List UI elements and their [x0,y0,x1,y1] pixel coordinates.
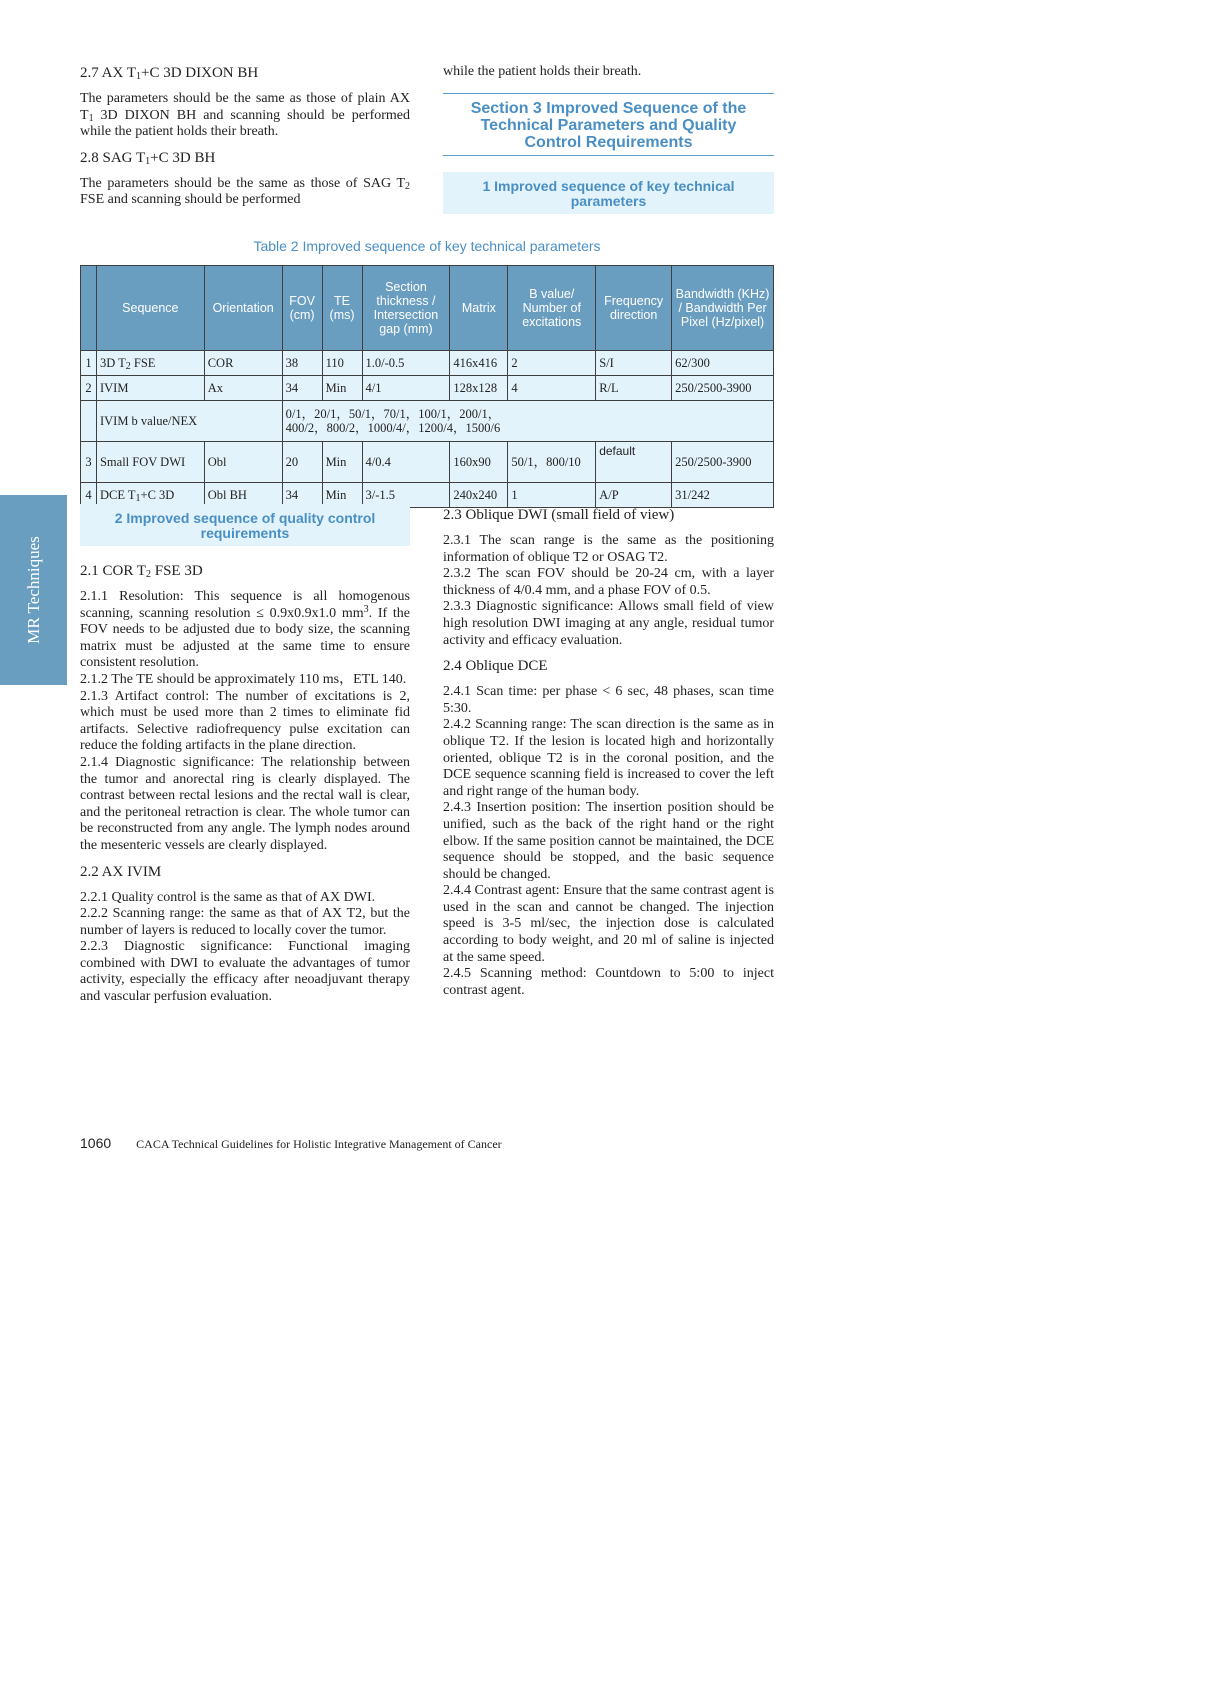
paragraph-2-3-3: 2.3.3 Diagnostic significance: Allows small field of view high resolution DWI imaging at any angle, residual tumor activity and efficacy evaluation. [443,599,774,648]
left-column-top [80,64,410,209]
row-number: 4 [81,483,97,508]
paragraph-2-1-3: 2.1.3 Artifact control: The number of excitations is 2, which must be used more than 2 times to eliminate fid artifacts. Selective radiofrequency pulse excitation can reduce the folding artifacts in the plane direction. [80,688,410,754]
subsection-heading-2: 2 Improved sequence of quality control requirements [80,504,410,546]
paragraph-2-4-4: 2.4.4 Contrast agent: Ensure that the same contrast agent is used in the scan and cannot be changed. The injection speed is 3-5 ml/sec, the injection dose is calculated according to body weight, and 20 ml of saline is injected at the same speed. [443,883,774,965]
table-row-ivim-b-values [81,401,774,442]
header-orientation: Orientation [204,266,282,351]
header-fov: FOV (cm) [282,266,322,351]
cell-frequency: S/I [596,351,672,376]
row-number: 1 [81,351,97,376]
cell-b-value: 2 [508,351,596,376]
header-section-thickness: Section thickness / Intersection gap (mm) [362,266,450,351]
cell-sequence: 3D $T_2$ FSE [96,351,204,376]
cell-matrix: 160x90 [450,442,508,483]
cell-sequence: DCE $T_1+C$ 3D [96,483,204,508]
right-column-top [443,64,774,214]
cell-ivim-label: IVIM b value/NEX [96,401,282,442]
paragraph-2-3-1: 2.3.1 The scan range is the same as the positioning information of oblique T2 or OSAG T2. [443,533,774,565]
heading-2-1: 2.1 COR $T_2$ FSE 3D [80,563,203,580]
paragraph-2-1-1: 2.1.1 Resolution: This sequence is all homogenous scanning, scanning resolution ≤ 0.9x0.9x1.0 $mm^3$. If the FOV needs to be adjusted due to body size, the scanning matrix must be adjusted at the same time to ensure consistent resolution. [80,589,410,671]
cell-matrix: 240x240 [450,483,508,508]
cell-matrix: 416x416 [450,351,508,376]
paragraph-2-8: The parameters should be the same as those of SAG $T_2$ FSE and scanning should be performed [80,175,410,208]
table-caption: Table 2 Improved sequence of key technical parameters [253,238,601,254]
cell-frequency: R/L [596,376,672,401]
paragraph-2-1-4: 2.1.4 Diagnostic significance: The relationship between the tumor and anorectal ring is clearly displayed. The contrast between rectal lesions and the rectal wall is clear, and the peritoneal retraction is clear. The whole tumor can be reconstructed from any angle. The lymph nodes around the mesenteric vessels are clearly displayed. [80,754,410,853]
cell-te: Min [322,483,362,508]
cell-bandwidth: 31/242 [672,483,774,508]
cell-frequency: A/P [596,483,672,508]
paragraph-2-4-1: 2.4.1 Scan time: per phase < 6 sec, 48 phases, scan time 5:30. [443,684,774,716]
cell-orientation: Obl [204,442,282,483]
heading-2-7: 2.7 AX $T_1+C$ 3D DIXON BH [80,65,259,82]
heading-2-8: 2.8 SAG $T_1+C$ 3D BH [80,149,216,167]
cell-bandwidth: 250/2500-3900 [672,376,774,401]
header-index [81,266,97,351]
cell-fov: 38 [282,351,322,376]
header-sequence: Sequence [96,266,204,351]
paragraph-2-7: The parameters should be the same as those of plain AX $T_1$ 3D DIXON BH and scanning should be performed while the patient holds their breath. [80,91,410,140]
cell-matrix: 128x128 [450,376,508,401]
journal-title: CACA Technical Guidelines for Holistic Integrative Management of Cancer [136,1137,502,1151]
cell-bandwidth: 250/2500-3900 [672,442,774,483]
paragraph-2-4-5: 2.4.5 Scanning method: Countdown to 5:00 to inject contrast agent. [443,966,774,998]
page-footer [80,1135,502,1152]
cell-te: Min [322,442,362,483]
cell-te: Min [322,376,362,401]
right-column-bottom [443,506,774,999]
table-header-row [81,266,774,351]
cell-fov: 34 [282,483,322,508]
cell-thickness: 3/-1.5 [362,483,450,508]
row-number: 3 [81,442,97,483]
cell-fov: 20 [282,442,322,483]
table-row [81,376,774,401]
cell-orientation: Obl BH [204,483,282,508]
header-b-value: B value/ Number of excitations [508,266,596,351]
cell-te: 110 [322,351,362,376]
left-column-bottom [80,504,410,1006]
paragraph-2-3-2: 2.3.2 The scan FOV should be 20-24 cm, with a layer thickness of 4/0.4 mm, and a phase FOV of 0.5. [443,566,774,598]
parameters-table [80,265,774,508]
subsection-heading-1: 1 Improved sequence of key technical parameters [443,172,774,214]
cell-thickness: 1.0/-0.5 [362,351,450,376]
continuation-text: while the patient holds their breath. [443,64,642,79]
paragraph-2-1-2: 2.1.2 The TE should be approximately 110 ms，ETL 140. [80,671,407,687]
cell-b-value: 50/1，800/10 [508,442,596,483]
cell-bandwidth: 62/300 [672,351,774,376]
cell-orientation: Ax [204,376,282,401]
row-number-empty [81,401,97,442]
cell-b-value: 4 [508,376,596,401]
cell-sequence: Small FOV DWI [96,442,204,483]
paragraph-2-4-2: 2.4.2 Scanning range: The scan direction is the same as in oblique T2. If the lesion is located high and horizontally oriented, oblique T2 is in the coronal position, and the DCE sequence scanning field is increased to cover the left and right range of the human body. [443,717,774,799]
cell-thickness: 4/1 [362,376,450,401]
cell-fov: 34 [282,376,322,401]
header-matrix: Matrix [450,266,508,351]
table-row [81,351,774,376]
header-bandwidth: Bandwidth (KHz) / Bandwidth Per Pixel (Hz/pixel) [672,266,774,351]
cell-thickness: 4/0.4 [362,442,450,483]
cell-ivim-values: 0/1，20/1，50/1，70/1，100/1，200/1， 400/2，800/2，1000/4/，1200/4，1500/6 [282,401,773,442]
cell-sequence: IVIM [96,376,204,401]
cell-orientation: COR [204,351,282,376]
row-number: 2 [81,376,97,401]
section-title: Section 3 Improved Sequence of the Technical Parameters and Quality Control Requirements [443,93,774,156]
paragraph-2-4-3: 2.4.3 Insertion position: The insertion position should be unified, such as the back of the right hand or the right elbow. If the same position cannot be maintained, the DCE sequence should be stopped, and the basic sequence should be changed. [443,800,774,882]
heading-2-2: 2.2 AX IVIM [80,863,162,880]
side-tab [0,495,67,685]
heading-2-3: 2.3 Oblique DWI (small field of view) [443,507,675,523]
paragraph-2-2-1: 2.2.1 Quality control is the same as that of AX DWI. [80,889,376,905]
cell-b-value: 1 [508,483,596,508]
cell-frequency: default [596,442,672,483]
header-frequency-direction: Frequency direction [596,266,672,351]
paragraph-2-2-2: 2.2.2 Scanning range: the same as that of AX T2, but the number of layers is reduced to locally cover the tumor. [80,906,410,938]
table-row [81,442,774,483]
header-te: TE (ms) [322,266,362,351]
side-tab-label: MR Techniques [23,536,43,644]
paragraph-2-2-3: 2.2.3 Diagnostic significance: Functional imaging combined with DWI to evaluate the advantages of tumor activity, especially the efficacy after neoadjuvant therapy and vascular perfusion evaluation. [80,939,410,1005]
page-number: 1060 [80,1135,112,1151]
heading-2-4: 2.4 Oblique DCE [443,658,548,675]
